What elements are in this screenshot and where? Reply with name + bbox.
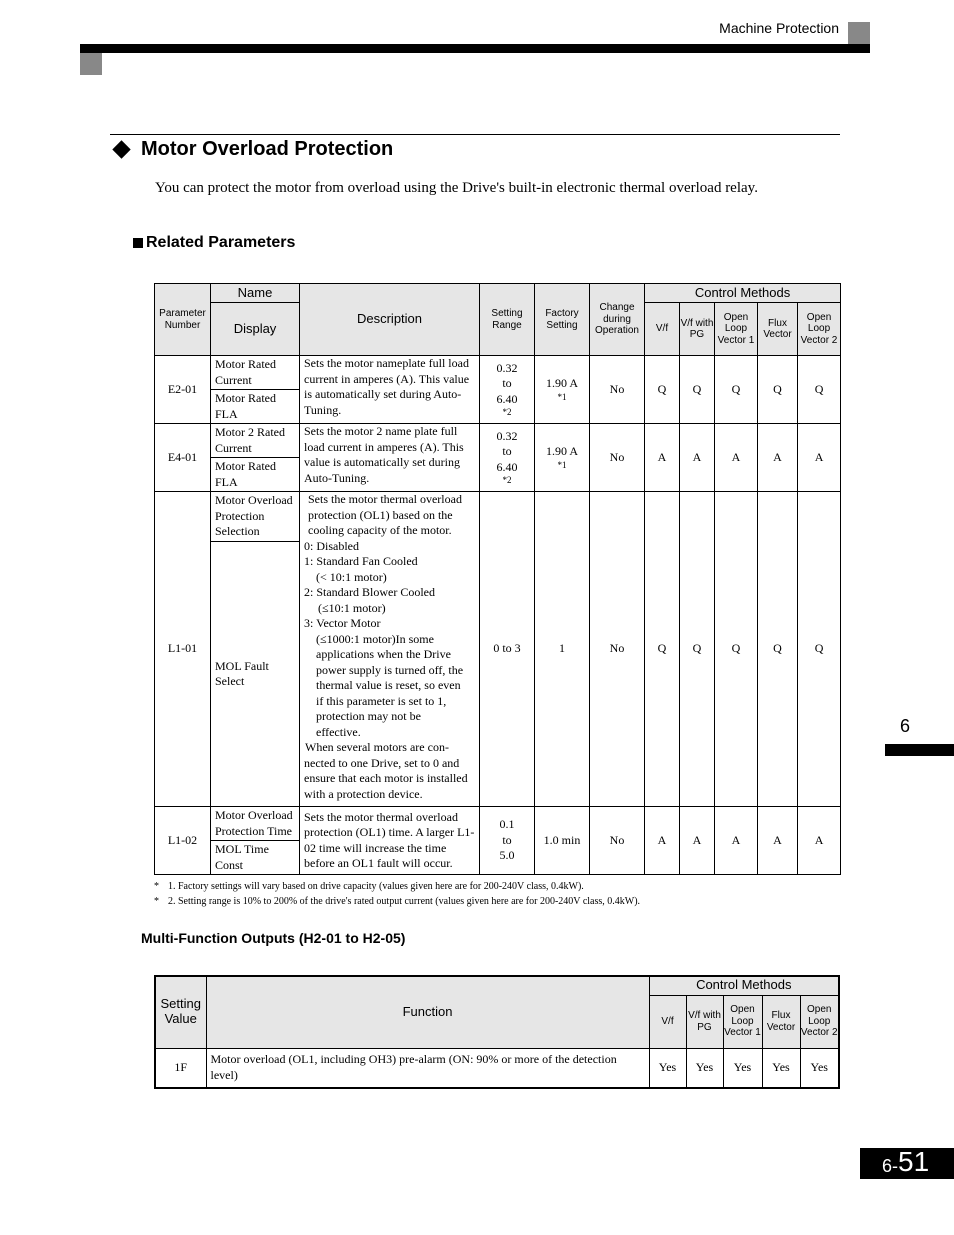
section-rule — [110, 134, 840, 135]
param-name: Motor 2 Rated Current — [211, 424, 300, 458]
header-method-vf-pg: V/f with PG — [686, 995, 723, 1048]
param-number: E2-01 — [155, 356, 211, 424]
param-factory-setting: 1.90 A *1 — [535, 424, 590, 492]
page-number-value: 51 — [898, 1146, 930, 1177]
footnote-1: * 1. Factory settings will vary based on drive capacity (values given here are for 200-240V class, 0.4kW). — [154, 881, 584, 892]
param-setting-range: 0.32 to 6.40 *2 — [480, 424, 535, 492]
method-value: Q — [758, 356, 798, 424]
method-value: A — [645, 807, 680, 875]
diamond-bullet-icon — [112, 140, 130, 158]
page-prefix: 6- — [882, 1156, 899, 1176]
header-parameter-number: Parameter Number — [155, 284, 211, 356]
footnote-ref: *2 — [502, 407, 512, 418]
method-value: Yes — [723, 1048, 762, 1088]
param-number: L1-01 — [155, 492, 211, 807]
method-value: A — [680, 424, 715, 492]
header-control-methods: Control Methods — [649, 976, 839, 995]
method-value: Q — [680, 356, 715, 424]
method-value: A — [758, 424, 798, 492]
header-function: Function — [206, 976, 649, 1048]
related-parameters-table — [154, 283, 841, 875]
param-description: Sets the motor nameplate full load current in amperes (A). This value is automatically set during Auto-Tuning. — [300, 356, 480, 424]
param-change: No — [590, 492, 645, 807]
param-display: Motor Rated FLA — [211, 458, 300, 492]
method-value: Q — [715, 356, 758, 424]
method-value: A — [680, 807, 715, 875]
header-change-during-operation: Change during Operation — [590, 284, 645, 356]
param-change: No — [590, 424, 645, 492]
header-factory-setting: Factory Setting — [535, 284, 590, 356]
param-description: Sets the motor thermal overload protection (OL1) based on the cooling capacity of the motor. 0: Disabled 1: Standard Fan Cooled (< 10:1 motor) 2: Standard Blower Cooled (≤10:1 motor) 3: Vector Motor (≤1000:1 motor)In some applications when the Drive power supply is turned off, the thermal value is reset, so even if this parameter is set to 1, protection may not be effective. When several motors are con- nected to one Drive, set to 0 and ensure that each motor is installed with a protection device. — [300, 492, 480, 807]
method-value: Yes — [800, 1048, 839, 1088]
table-row — [155, 807, 841, 841]
intro-paragraph: You can protect the motor from overload using the Drive's built-in electronic thermal overload relay. — [155, 180, 758, 196]
param-factory-setting: 1.90 A *1 — [535, 356, 590, 424]
footnote-ref: *2 — [502, 475, 512, 486]
param-setting-range: 0.1 to 5.0 — [480, 807, 535, 875]
header-name: Name — [211, 284, 300, 303]
header-setting-value: Setting Value — [155, 976, 206, 1048]
method-value: A — [715, 807, 758, 875]
method-value: Q — [645, 356, 680, 424]
method-value: Yes — [649, 1048, 686, 1088]
header-method-flux: Flux Vector — [758, 303, 798, 356]
footnote-ref: *1 — [557, 391, 567, 402]
header-method-flux: Flux Vector — [762, 995, 800, 1048]
header-square-right — [848, 22, 870, 44]
header-bar — [80, 44, 870, 53]
method-value: Q — [798, 356, 841, 424]
method-value: Q — [680, 492, 715, 807]
param-name: Motor Rated Current — [211, 356, 300, 390]
method-value: Q — [645, 492, 680, 807]
method-value: Yes — [762, 1048, 800, 1088]
method-value: A — [645, 424, 680, 492]
header-method-vf: V/f — [645, 303, 680, 356]
running-header: Machine Protection — [719, 20, 839, 36]
method-value: Q — [715, 492, 758, 807]
chapter-number: 6 — [900, 716, 911, 736]
mfo-title: Multi-Function Outputs (H2-01 to H2-05) — [141, 930, 406, 946]
method-value: Q — [758, 492, 798, 807]
param-number: E4-01 — [155, 424, 211, 492]
param-change: No — [590, 807, 645, 875]
param-description: Sets the motor thermal overload protection (OL1) time. A larger L1-02 time will increase the time before an OL1 fault will occur. — [300, 807, 480, 875]
related-parameters-title: Related Parameters — [146, 234, 296, 251]
param-change: No — [590, 356, 645, 424]
section-title — [112, 138, 393, 161]
param-setting-range: 0.32 to 6.40 *2 — [480, 356, 535, 424]
header-setting-range: Setting Range — [480, 284, 535, 356]
function-text: Motor overload (OL1, including OH3) pre-alarm (ON: 90% or more of the detection level) — [206, 1048, 649, 1088]
setting-value: 1F — [155, 1048, 206, 1088]
header-method-vf: V/f — [649, 995, 686, 1048]
method-value: A — [758, 807, 798, 875]
footnote-ref: *1 — [557, 459, 567, 470]
chapter-tab-bar — [885, 744, 954, 756]
param-factory-setting: 1 — [535, 492, 590, 807]
method-value: A — [715, 424, 758, 492]
header-method-olv2: Open Loop Vector 2 — [798, 303, 841, 356]
header-square-left — [80, 53, 102, 75]
related-parameters-heading — [133, 234, 295, 252]
section-title-text: Motor Overload Protection — [141, 138, 394, 160]
param-description: Sets the motor 2 name plate full load current in amperes (A). This value is automatically set during Auto-Tuning. — [300, 424, 480, 492]
param-factory-setting: 1.0 min — [535, 807, 590, 875]
header-method-olv1: Open Loop Vector 1 — [715, 303, 758, 356]
table-row — [155, 1048, 839, 1088]
header-description: Description — [300, 284, 480, 356]
multi-function-outputs-table — [154, 975, 840, 1089]
method-value: Yes — [686, 1048, 723, 1088]
method-value: Q — [798, 492, 841, 807]
footnote-2: * 2. Setting range is 10% to 200% of the drive's rated output current (values given here are for 200-240V class, 0.4kW). — [154, 896, 641, 907]
param-display: Motor Rated FLA — [211, 390, 300, 424]
table-row — [155, 424, 841, 458]
param-display: MOL Time Const — [211, 841, 300, 875]
square-bullet-icon — [133, 238, 143, 248]
param-name: Motor Overload Protection Time — [211, 807, 300, 841]
page-number — [860, 1148, 954, 1179]
param-name: Motor Overload Protection Selection — [211, 492, 300, 542]
param-display: MOL Fault Select — [211, 542, 300, 807]
param-setting-range: 0 to 3 — [480, 492, 535, 807]
header-display: Display — [211, 303, 300, 356]
table-row — [155, 492, 841, 542]
header-method-vf-pg: V/f with PG — [680, 303, 715, 356]
table-row — [155, 356, 841, 390]
header-method-olv1: Open Loop Vector 1 — [723, 995, 762, 1048]
method-value: A — [798, 424, 841, 492]
header-control-methods: Control Methods — [645, 284, 841, 303]
method-value: A — [798, 807, 841, 875]
param-number: L1-02 — [155, 807, 211, 875]
header-method-olv2: Open Loop Vector 2 — [800, 995, 839, 1048]
